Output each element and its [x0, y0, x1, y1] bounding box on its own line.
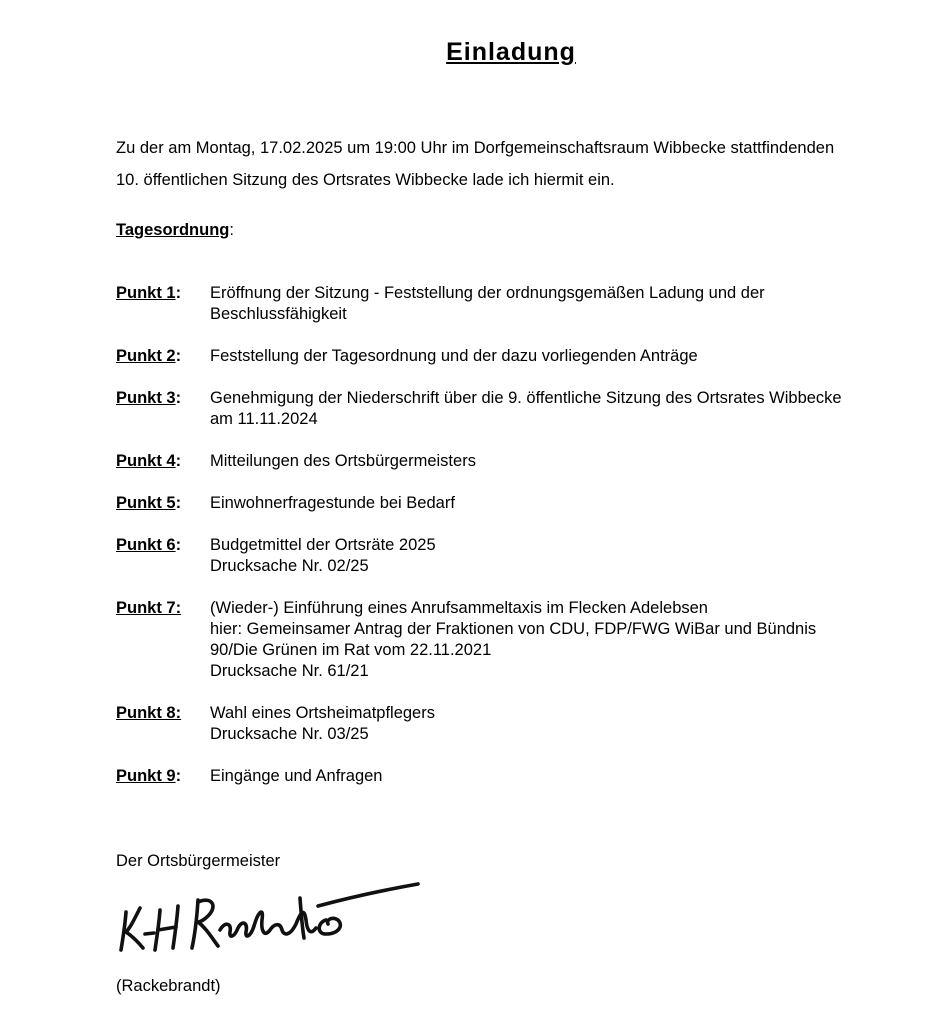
agenda-item-number: Punkt 4: [116, 452, 176, 470]
agenda-item-number: Punkt 5: [116, 494, 176, 512]
agenda-item-label: [116, 388, 181, 409]
agenda-item-text: hier: Gemeinsamer Antrag der Fraktionen von CDU, FDP/FWG WiBar und Bündnis: [210, 620, 817, 638]
agenda-item-colon: :: [175, 536, 182, 554]
agenda-item-text: Drucksache Nr. 02/25: [210, 557, 369, 575]
agenda-item-text: Genehmigung der Niederschrift über die 9. öffentliche Sitzung des Ortsrates Wibbecke: [210, 389, 842, 407]
agenda-item-label: [116, 598, 181, 619]
agenda-item-text: Eingänge und Anfragen: [210, 767, 383, 785]
agenda-item-label: [116, 703, 181, 724]
agenda-item-text: Feststellung der Tagesordnung und der dazu vorliegenden Anträge: [210, 347, 698, 365]
agenda-item-text: Einwohnerfragestunde bei Bedarf: [210, 494, 455, 512]
agenda-item-number: Punkt 9: [116, 767, 176, 785]
closing-role: Der Ortsbürgermeister: [116, 852, 281, 870]
document-title: Einladung: [446, 38, 576, 66]
agenda-item: [116, 346, 916, 367]
agenda-item: [116, 451, 916, 472]
agenda-heading-colon: :: [229, 221, 234, 239]
agenda-item-text: 90/Die Grünen im Rat vom 22.11.2021: [210, 641, 492, 659]
agenda-item-text: Mitteilungen des Ortsbürgermeisters: [210, 452, 476, 470]
agenda-item-text: Beschlussfähigkeit: [210, 305, 347, 323]
signature-image: [112, 876, 424, 956]
agenda-item-text: (Wieder-) Einführung eines Anrufsammeltaxis im Flecken Adelebsen: [210, 599, 708, 617]
agenda-item-label: [116, 451, 181, 472]
agenda-item-number: Punkt 1: [116, 284, 176, 302]
agenda-list: [116, 283, 916, 808]
invitation-line-2: 10. öffentlichen Sitzung des Ortsrates Wibbecke lade ich hiermit ein.: [116, 171, 615, 189]
agenda-item: [116, 535, 916, 577]
agenda-item-number: Punkt 8:: [116, 704, 182, 722]
agenda-item-colon: :: [175, 494, 182, 512]
agenda-item-label: [116, 283, 181, 304]
agenda-heading: [116, 219, 234, 241]
agenda-item: [116, 598, 916, 682]
agenda-item-number: Punkt 6: [116, 536, 176, 554]
agenda-item: [116, 388, 916, 430]
agenda-item-colon: :: [175, 347, 182, 365]
agenda-item-label: [116, 493, 181, 514]
agenda-item-text: am 11.11.2024: [210, 410, 318, 428]
invitation-text: [116, 132, 916, 196]
signer-name: (Rackebrandt): [116, 977, 221, 995]
agenda-item: [116, 493, 916, 514]
agenda-item-colon: :: [175, 389, 182, 407]
agenda-item-number: Punkt 7:: [116, 599, 182, 617]
agenda-item-label: [116, 766, 181, 787]
agenda-item: [116, 766, 916, 787]
agenda-item-number: Punkt 2: [116, 347, 176, 365]
agenda-item-label: [116, 346, 181, 367]
invitation-line-1: Zu der am Montag, 17.02.2025 um 19:00 Uhr im Dorfgemeinschaftsraum Wibbecke stattfindenden: [116, 139, 835, 157]
agenda-item-colon: :: [175, 452, 182, 470]
agenda-item-colon: :: [175, 767, 182, 785]
agenda-item: [116, 703, 916, 745]
agenda-item-label: [116, 535, 181, 556]
agenda-item-text: Drucksache Nr. 61/21: [210, 662, 369, 680]
agenda-item-text: Wahl eines Ortsheimatpflegers: [210, 704, 435, 722]
agenda-item: [116, 283, 916, 325]
agenda-item-colon: :: [175, 284, 182, 302]
agenda-item-text: Drucksache Nr. 03/25: [210, 725, 369, 743]
agenda-item-number: Punkt 3: [116, 389, 176, 407]
agenda-item-text: Budgetmittel der Ortsräte 2025: [210, 536, 436, 554]
agenda-item-text: Eröffnung der Sitzung - Feststellung der ordnungsgemäßen Ladung und der: [210, 284, 765, 302]
agenda-heading-label: Tagesordnung: [116, 221, 230, 239]
